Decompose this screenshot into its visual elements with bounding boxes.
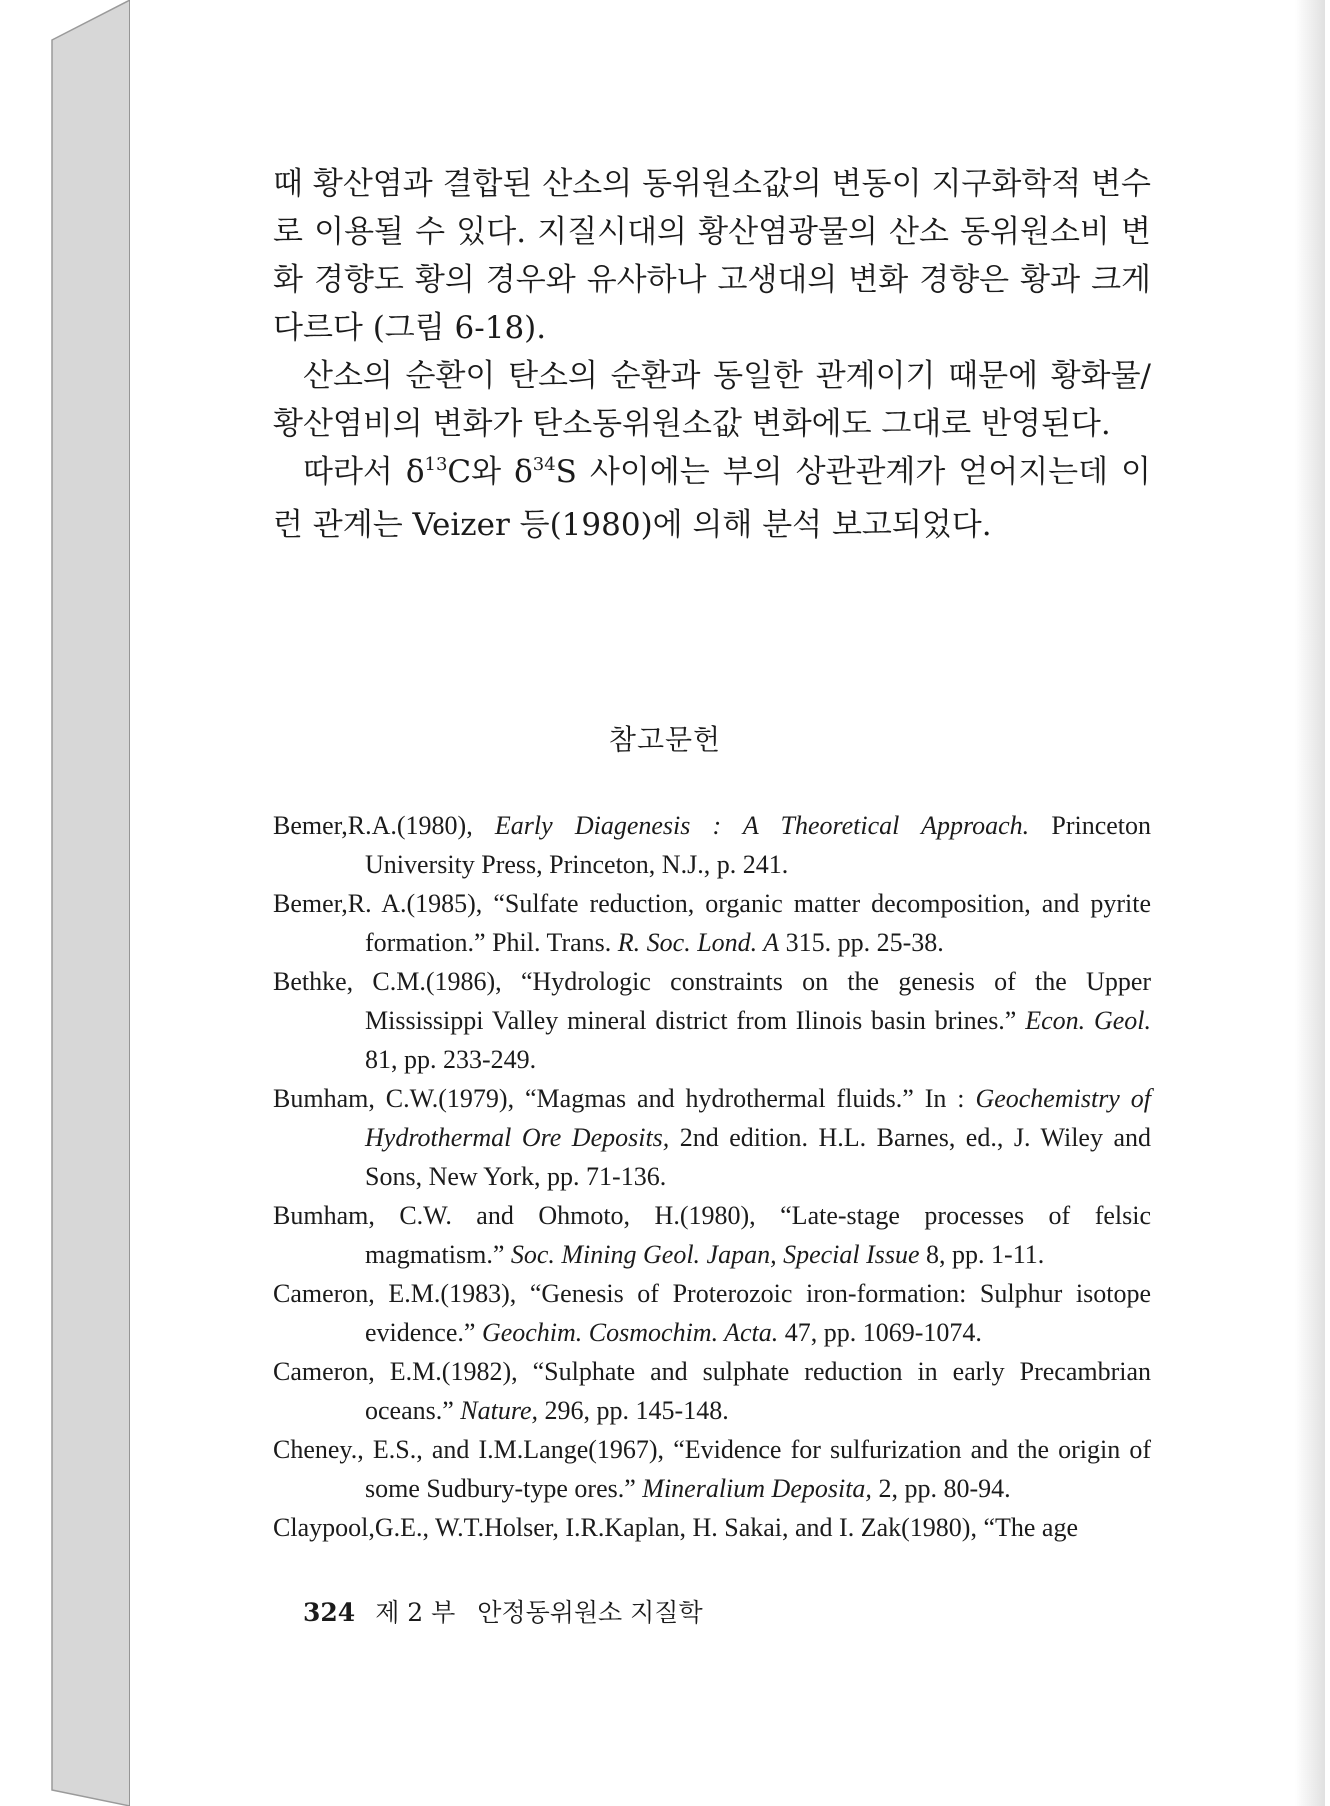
reference-authors: Cameron, E.M.(1983),	[273, 1279, 517, 1308]
reference-details: 47, pp. 1069-1074.	[778, 1318, 982, 1347]
reference-details: 2nd edition. H.L. Barnes, ed., J. Wiley and Sons, New York, pp. 71-136.	[365, 1123, 1151, 1191]
reference-authors: Bemer,R.A.(1980),	[273, 811, 473, 840]
paragraph-3-part-a: 따라서 δ	[303, 454, 425, 490]
reference-entry	[273, 806, 1151, 884]
references-heading: 참고문헌	[608, 723, 722, 756]
body-text	[273, 160, 1151, 549]
reference-source: Nature,	[460, 1396, 539, 1425]
reference-text: “Sulphate and sulphate reduction in early Precambrian oceans.”	[365, 1357, 1152, 1425]
reference-text: “Late-stage processes of felsic magmatism.”	[365, 1201, 1152, 1269]
reference-entry	[273, 962, 1151, 1079]
reference-source: Early Diagenesis : A Theoretical Approach.	[494, 811, 1030, 840]
reference-entry	[273, 1430, 1151, 1508]
page-footer	[303, 1593, 703, 1629]
reference-source: R. Soc. Lond. A	[617, 928, 780, 957]
reference-entry	[273, 1352, 1151, 1430]
reference-source: Soc. Mining Geol. Japan, Special Issue	[510, 1240, 920, 1269]
paragraph-3-part-b: C와 δ	[447, 454, 533, 490]
reference-source: Econ. Geol.	[1025, 1006, 1151, 1035]
reference-entry	[273, 1508, 1151, 1547]
reference-entry	[273, 1079, 1151, 1196]
reference-entry	[273, 1196, 1151, 1274]
reference-authors: Cameron, E.M.(1982),	[273, 1357, 518, 1386]
reference-source: Geochim. Cosmochim. Acta.	[481, 1318, 779, 1347]
reference-authors: Claypool,G.E., W.T.Holser, I.R.Kaplan, H. Sakai, and I. Zak(1980),	[273, 1513, 977, 1542]
paragraph-2: 산소의 순환이 탄소의 순환과 동일한 관계이기 때문에 황화물/황산염비의 변화가 탄소동위원소값 변화에도 그대로 반영된다.	[273, 358, 1151, 442]
reference-entry	[273, 884, 1151, 962]
reference-details: 8, pp. 1-11.	[919, 1240, 1045, 1269]
reference-source: Geochemistry of Hydrothermal Ore Deposits,	[365, 1084, 1152, 1152]
reference-text: “The age	[983, 1513, 1079, 1542]
reference-text: “Sulfate reduction, organic matter decomposition, and pyrite formation.” Phil. Trans.	[365, 889, 1152, 957]
paragraph-3-part-c: S 사이에는 부의 상관관계가 얻어지는데 이런 관계는 Veizer 등(1980)에 의해 분석 보고되었다.	[273, 454, 1152, 543]
superscript-34: 34	[532, 454, 556, 475]
reference-list	[273, 806, 1151, 1547]
reference-authors: Bumham, C.W.(1979),	[273, 1084, 515, 1113]
reference-text: “Magmas and hydrothermal fluids.” In :	[525, 1084, 976, 1113]
book-title: 안정동위원소 지질학	[477, 1598, 703, 1627]
reference-text: “Evidence for sulfurization and the origin of some Sudbury-type ores.”	[365, 1435, 1152, 1503]
book-spine	[0, 0, 140, 1806]
paragraph-1: 때 황산염과 결합된 산소의 동위원소값의 변동이 지구화학적 변수로 이용될 수 있다. 지질시대의 황산염광물의 산소 동위원소비 변화 경향도 황의 경우와 유사하나 고생대의 변화 경향은 황과 크게 다르다 (그림 6-18).	[273, 166, 1151, 346]
reference-text: “Hydrologic constraints on the genesis of the Upper Mississippi Valley mineral district from Ilinois basin brines.”	[365, 967, 1152, 1035]
reference-details: Princeton University Press, Princeton, N.J., p. 241.	[365, 811, 1152, 879]
reference-text: “Genesis of Proterozoic iron-formation: Sulphur isotope evidence.”	[365, 1279, 1151, 1347]
reference-source: Mineralium Deposita,	[642, 1474, 872, 1503]
reference-authors: Bumham, C.W. and Ohmoto, H.(1980),	[273, 1201, 756, 1230]
page-edge-shadow	[1295, 0, 1325, 1806]
reference-details: 296, pp. 145-148.	[538, 1396, 729, 1425]
part-label: 제 2 부	[375, 1598, 456, 1627]
reference-details: 315. pp. 25-38.	[779, 928, 944, 957]
reference-details: 81, pp. 233-249.	[365, 1045, 537, 1074]
reference-authors: Cheney., E.S., and I.M.Lange(1967),	[273, 1435, 665, 1464]
page-number: 324	[303, 1598, 356, 1627]
reference-entry	[273, 1274, 1151, 1352]
reference-details: 2, pp. 80-94.	[871, 1474, 1011, 1503]
reference-authors: Bemer,R. A.(1985),	[273, 889, 483, 918]
paragraph-3	[273, 448, 1151, 549]
superscript-13: 13	[424, 454, 448, 475]
reference-authors: Bethke, C.M.(1986),	[273, 967, 502, 996]
